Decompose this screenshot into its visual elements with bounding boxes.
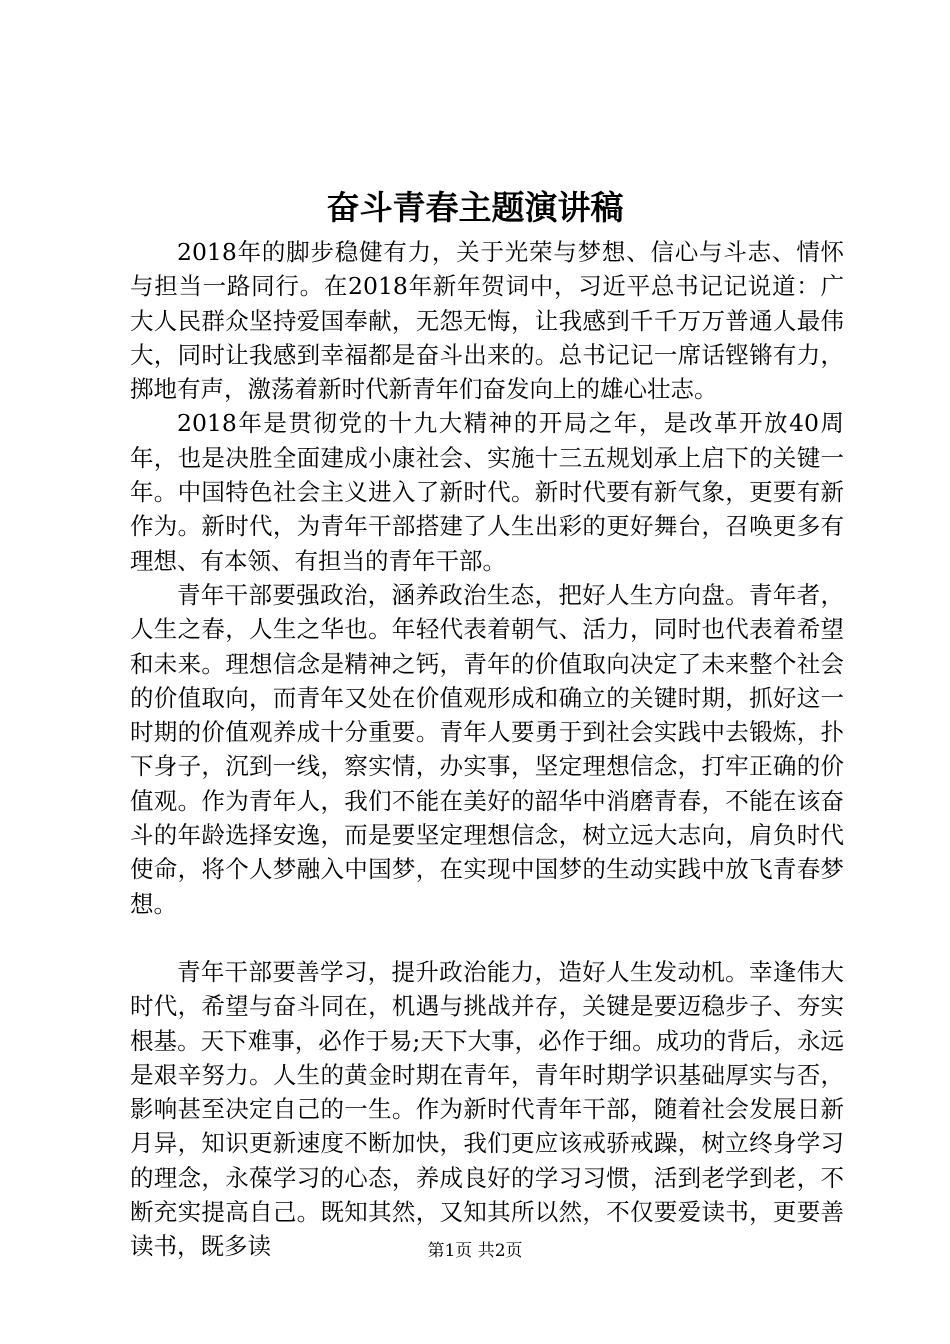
page-footer: 第1页 共2页 xyxy=(427,1241,523,1261)
paragraph: 2018年的脚步稳健有力，关于光荣与梦想、信心与斗志、情怀与担当一路同行。在2018年新年贺词中，习近平总书记记说道：广大人民群众坚持爱国奉献，无怨无悔，让我感到千千万万普通人最伟大，同时让我感到幸福都是奋斗出来的。总书记记一席话铿锵有力，掷地有声，激荡着新时代新青年们奋发向上的雄心壮志。 xyxy=(130,238,844,404)
page-title: 奋斗青春主题演讲稿 xyxy=(326,188,624,227)
paragraph: 2018年是贯彻党的十九大精神的开局之年，是改革开放40周年，也是决胜全面建成小康社会、实施十三五规划承上启下的关键一年。中国特色社会主义进入了新时代。新时代要有新气象，更要有新作为。新时代，为青年干部搭建了人生出彩的更好舞台，召唤更多有理想、有本领、有担当的青年干部。 xyxy=(130,409,844,575)
paragraph: 青年干部要强政治，涵养政治生态，把好人生方向盘。青年者，人生之春，人生之华也。年轻代表着朝气、活力，同时也代表着希望和未来。理想信念是精神之钙，青年的价值取向决定了未来整个社会的价值取向，而青年又处在价值观形成和确立的关键时期，抓好这一时期的价值观养成十分重要。青年人要勇于到社会实践中去锻炼，扑下身子，沉到一线，察实情，办实事，坚定理想信念，打牢正确的价值观。作为青年人，我们不能在美好的韶华中消磨青春，不能在该奋斗的年龄选择安逸，而是要坚定理想信念，树立远大志向，肩负时代使命，将个人梦融入中国梦，在实现中国梦的生动实践中放飞青春梦想。 xyxy=(130,580,844,918)
document-body xyxy=(130,235,844,1264)
paragraph: 青年干部要善学习，提升政治能力，造好人生发动机。幸逢伟大时代，希望与奋斗同在，机遇与挑战并存，关键是要迈稳步子、夯实根基。天下难事，必作于易;天下大事，必作于细。成功的背后，永远是艰辛努力。人生的黄金时期在青年，青年时期学识基础厚实与否，影响甚至决定自己的一生。作为新时代青年干部，随着社会发展日新月异，知识更新速度不断加快，我们更应该戒骄戒躁，树立终身学习的理念，永葆学习的心态，养成良好的学习习惯，活到老学到老，不断充实提高自己。既知其然，又知其所以然，不仅要爱读书，更要善读书，既多读 xyxy=(130,957,844,1261)
